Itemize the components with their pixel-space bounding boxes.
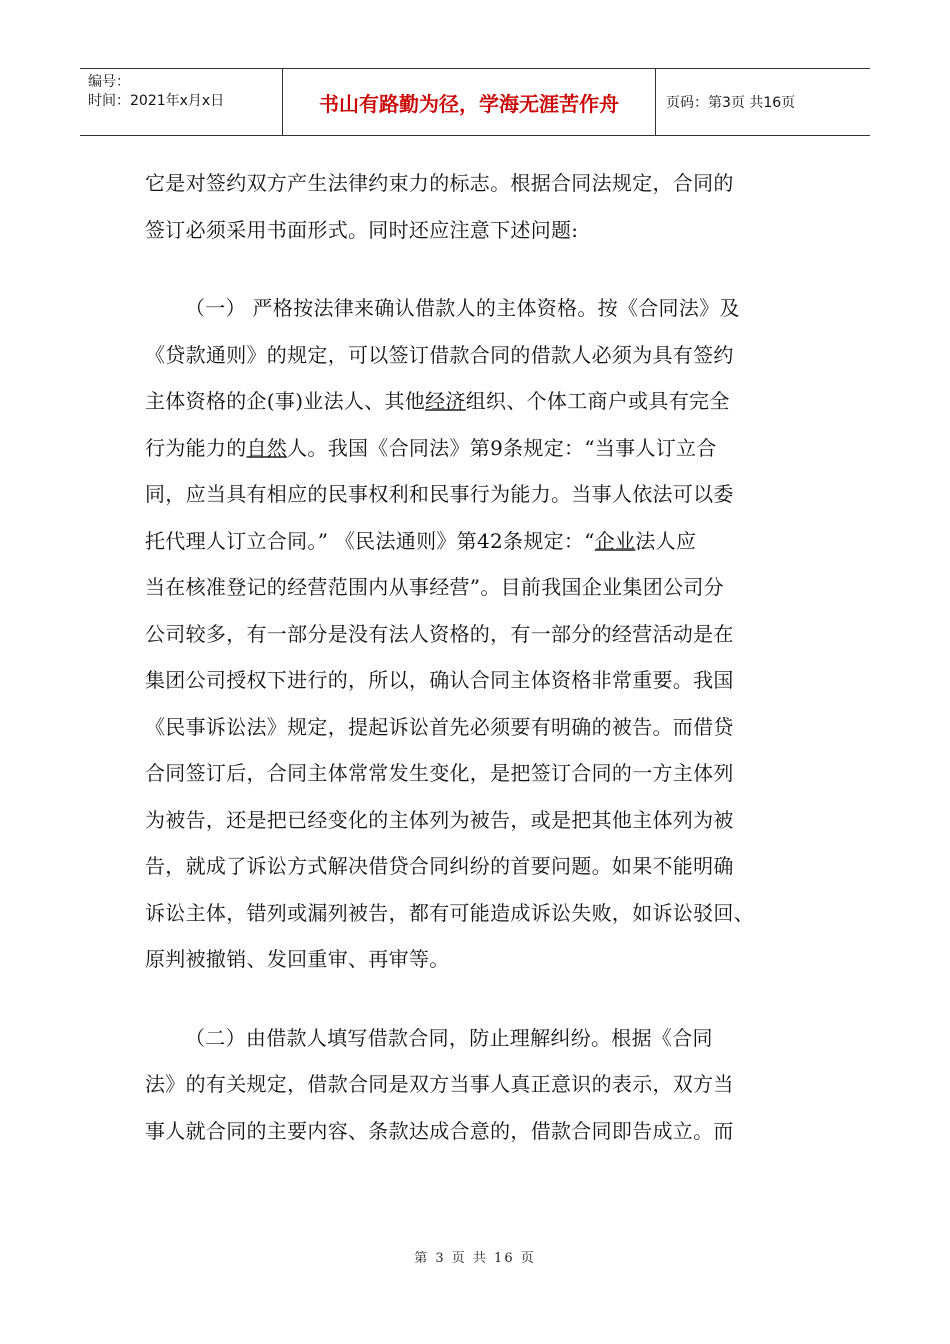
- paragraph-2: [145, 285, 805, 983]
- text-line: 签订必须采用书面形式。同时还应注意下述问题:: [145, 217, 579, 242]
- link-economy[interactable]: 经济: [425, 389, 466, 413]
- text-line: 事人就合同的主要内容、条款达成合意的，借款合同即告成立。而: [145, 1118, 734, 1143]
- text-line: 人。我国《合同法》第9条规定：“当事人订立合: [287, 435, 717, 460]
- text-line: 为被告，还是把已经变化的主体列为被告，或是把其他主体列为被: [145, 807, 734, 832]
- header-motto: 书山有路勤为径，学海无涯苦作舟: [283, 69, 656, 135]
- text-line: 集团公司授权下进行的，所以，确认合同主体资格非常重要。我国: [145, 668, 734, 692]
- paragraph-1: [145, 160, 805, 253]
- document-body: [145, 160, 805, 1154]
- text-line: 合同签订后，合同主体常常发生变化，是把签订合同的一方主体列: [145, 761, 734, 785]
- text-line: 《民事诉讼法》规定，提起诉讼首先必须要有明确的被告。而借贷: [145, 714, 734, 739]
- header-page-info: 页码：第3页 共16页: [666, 95, 796, 111]
- text-line: 告，就成了诉讼方式解决借贷合同纠纷的首要问题。如果不能明确: [145, 854, 734, 878]
- text-line: 当在核准登记的经营范围内从事经营”。目前我国企业集团公司分: [145, 575, 724, 599]
- text-line: 《贷款通则》的规定，可以签订借款合同的借款人必须为具有签约: [145, 342, 734, 367]
- page-footer: 第 3 页 共 16 页: [414, 1251, 536, 1266]
- text-line: 法人应: [635, 528, 697, 553]
- text-line: （一） 严格按法律来确认借款人的主体资格。按《合同法》及: [185, 296, 740, 320]
- text-line: 法》的有关规定，借款合同是双方当事人真正意识的表示，双方当: [145, 1072, 734, 1096]
- text-line: 主体资格的企(事)业法人、其他: [145, 389, 426, 413]
- number-label: 编号：: [88, 74, 130, 90]
- text-line: 原判被撤销、发回重审、再审等。: [145, 947, 450, 971]
- time-label: 时间：2021年x月x日: [88, 93, 225, 109]
- text-line: 诉讼主体，错列或漏列被告，都有可能造成诉讼失败，如诉讼驳回、: [145, 900, 754, 925]
- text-line: 它是对签约双方产生法律约束力的标志。根据合同法规定，合同的: [145, 171, 734, 195]
- text-line: 同，应当具有相应的民事权利和民事行为能力。当事人依法可以委: [145, 482, 734, 506]
- page-header: [80, 68, 870, 136]
- link-enterprise[interactable]: 企业: [594, 528, 636, 553]
- text-line: 组织、个体工商户或具有完全: [465, 389, 730, 413]
- text-line: 托代理人订立合同。” 《民法通则》第42条规定：“: [145, 528, 595, 553]
- text-line: 公司较多，有一部分是没有法人资格的，有一部分的经营活动是在: [145, 621, 734, 646]
- text-line: 行为能力的: [145, 435, 247, 460]
- link-natural[interactable]: 自然: [246, 435, 288, 460]
- text-line: （二）由借款人填写借款合同，防止理解纠纷。根据《合同: [185, 1025, 713, 1050]
- paragraph-3: [145, 1015, 805, 1155]
- header-meta: [80, 69, 283, 135]
